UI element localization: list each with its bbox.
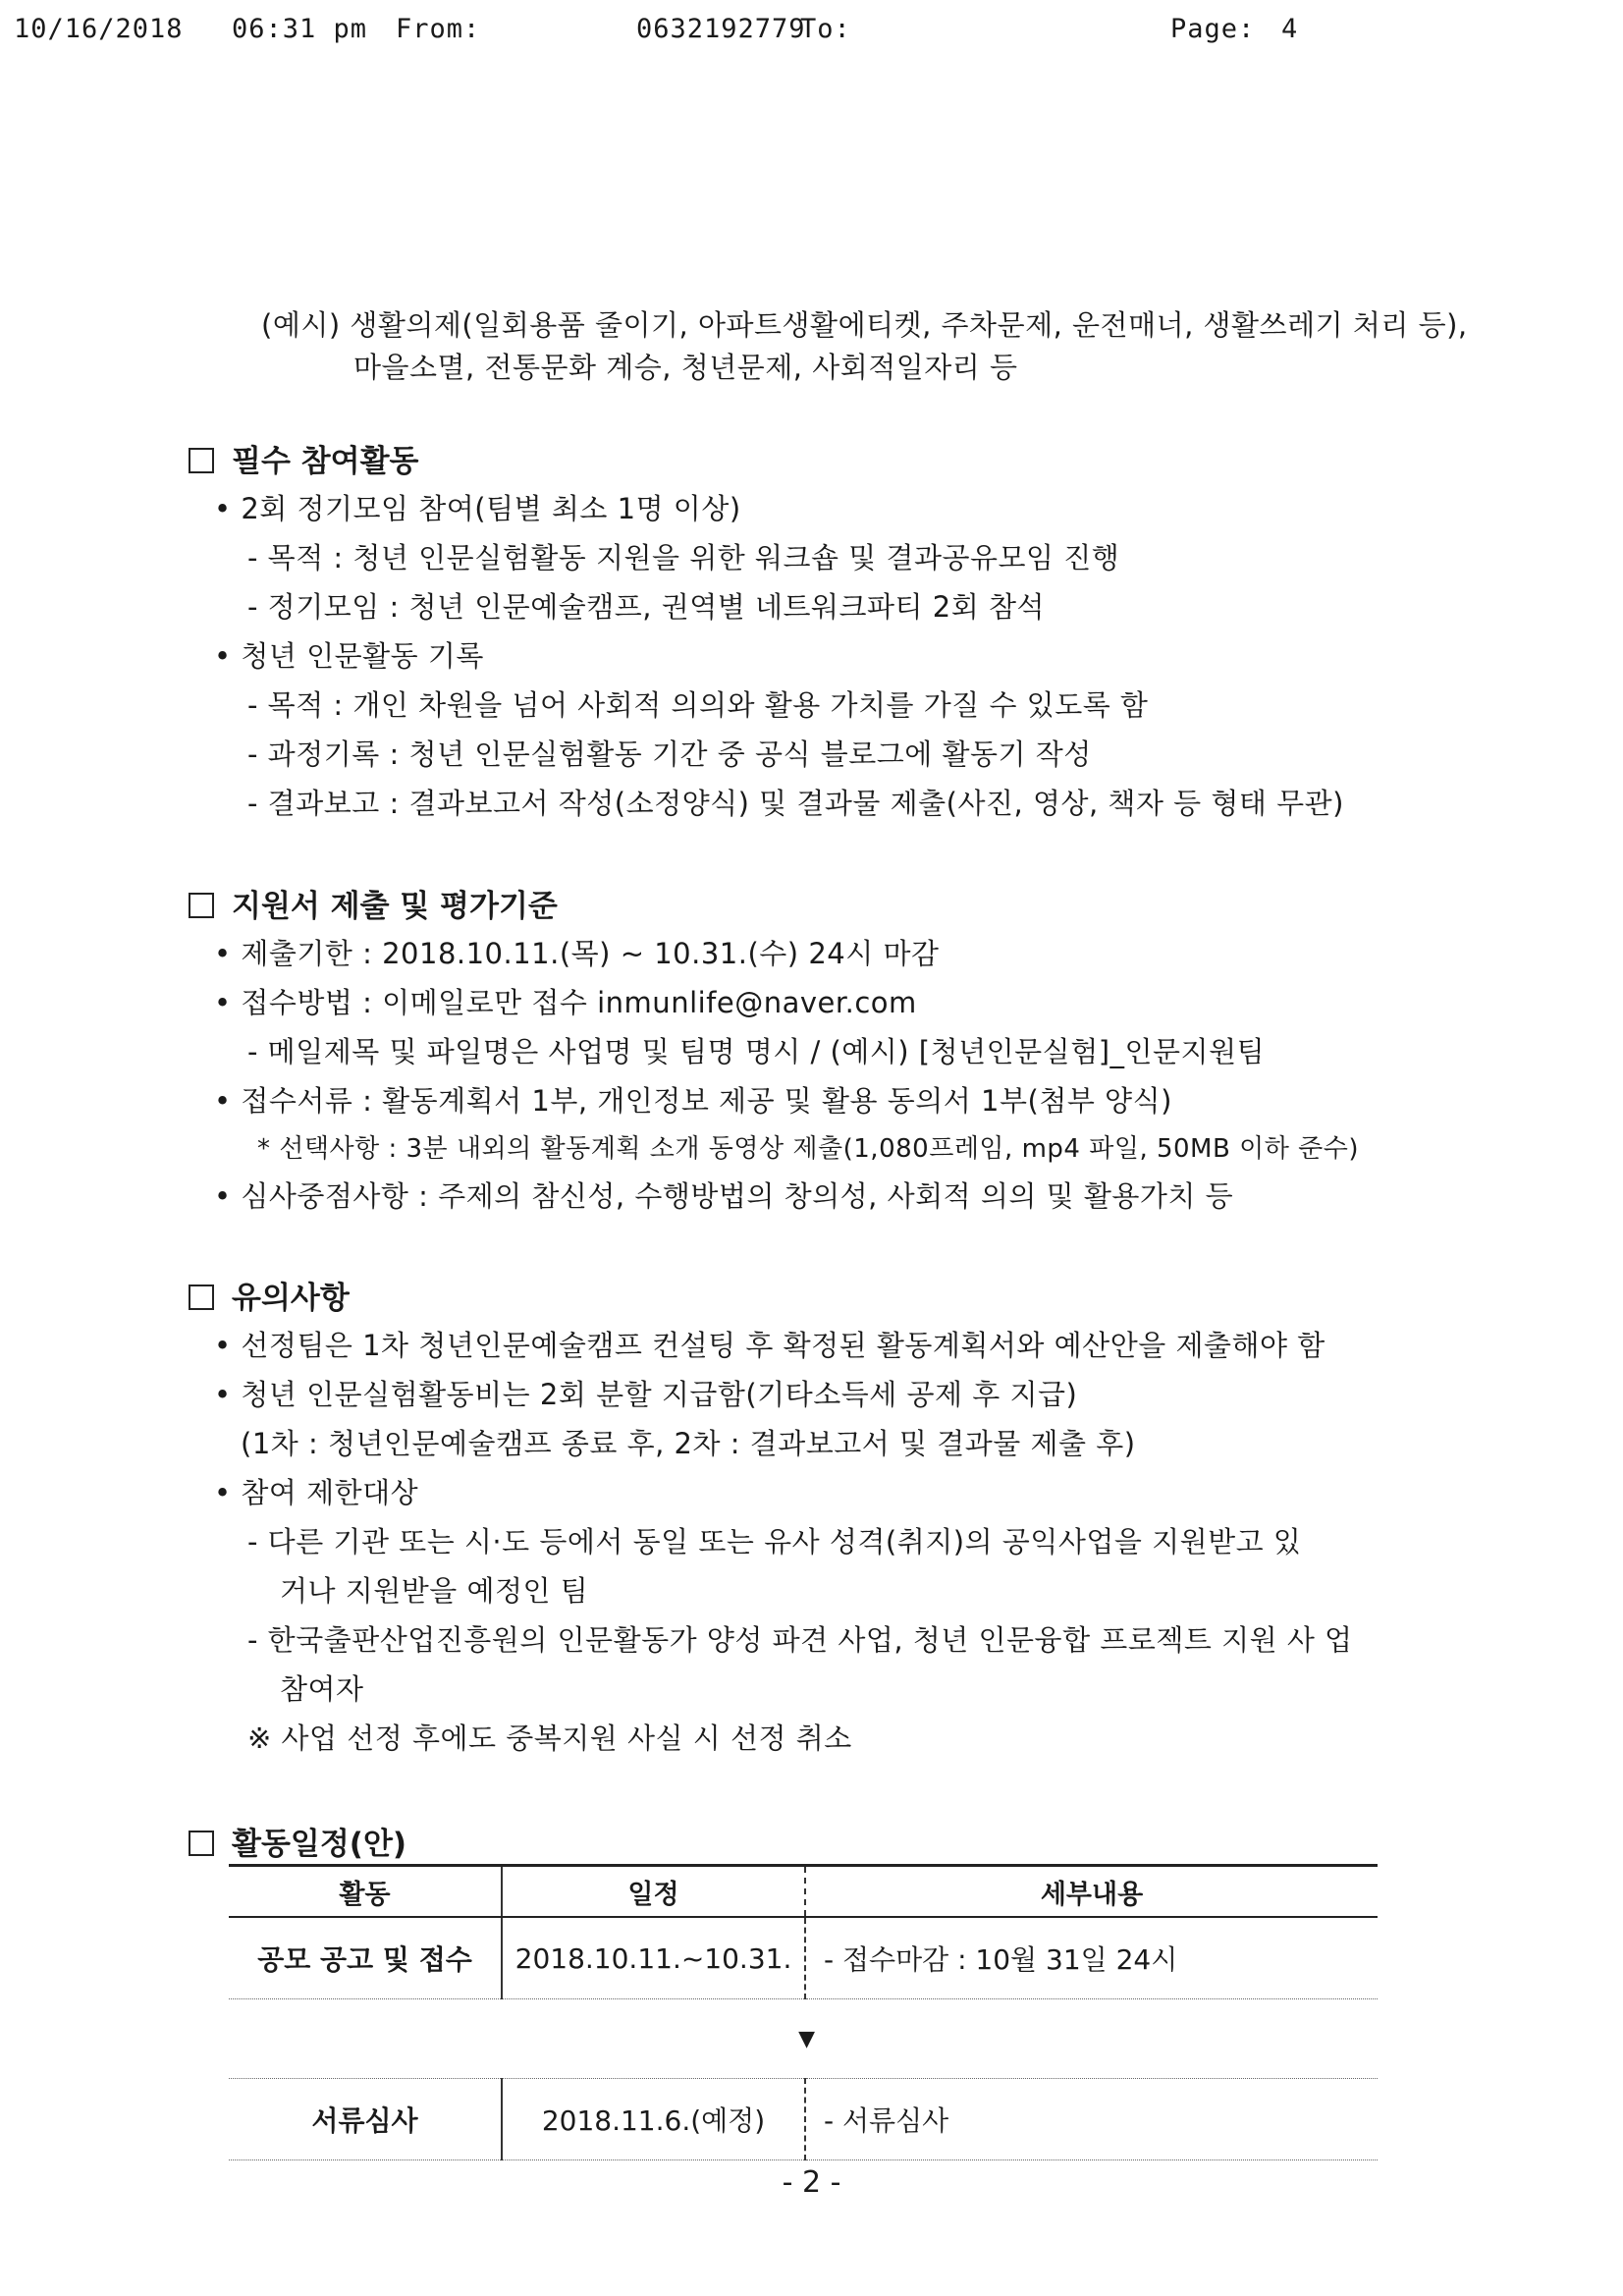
section-title: 필수 참여활동 <box>232 444 419 479</box>
page-number: - 2 - <box>782 2165 841 2200</box>
required-line-7: - 결과보고 : 결과보고서 작성(소정양식) 및 결과물 제출(사진, 영상, 책자 등 형태 무관) <box>247 787 1344 820</box>
header-activity: 활동 <box>229 1866 502 1918</box>
header-detail: 세부내용 <box>805 1866 1378 1918</box>
section-schedule-heading <box>189 1819 406 1863</box>
required-line-4: • 청년 인문활동 기록 <box>214 639 484 673</box>
checkbox-square-icon <box>189 893 214 918</box>
application-line-4: • 접수서류 : 활동계획서 1부, 개인정보 제공 및 활용 동의서 1부(첨부 양식) <box>214 1084 1172 1118</box>
notes-line-9: ※ 사업 선정 후에도 중복지원 사실 시 선정 취소 <box>247 1722 852 1755</box>
header-date: 일정 <box>502 1866 805 1918</box>
application-line-2: • 접수방법 : 이메일로만 접수 inmunlife@naver.com <box>214 986 917 1019</box>
fax-to-label: To: <box>800 14 851 44</box>
application-line-3: - 메일제목 및 파일명은 사업명 및 팀명 명시 / (예시) [청년인문실험]_인문지원팀 <box>247 1035 1266 1068</box>
cell-date: 2018.10.11.~10.31. <box>502 1917 805 1999</box>
checkbox-square-icon <box>189 1831 214 1856</box>
required-line-3: - 정기모임 : 청년 인문예술캠프, 권역별 네트워크파티 2회 참석 <box>247 590 1045 624</box>
section-notes-heading <box>189 1273 350 1317</box>
table-row <box>229 1917 1378 1999</box>
cell-detail: - 접수마감 : 10월 31일 24시 <box>805 1917 1378 1999</box>
fax-page-label: Page: <box>1170 14 1256 44</box>
cell-date: 2018.11.6.(예정) <box>502 2079 805 2160</box>
required-line-5: - 목적 : 개인 차원을 넘어 사회적 의의와 활용 가치를 가질 수 있도록 함 <box>247 688 1149 722</box>
application-line-5: * 선택사항 : 3분 내외의 활동계획 소개 동영상 제출(1,080프레임, mp4 파일, 50MB 이하 준수) <box>257 1134 1359 1164</box>
notes-line-1: • 선정팀은 1차 청년인문예술캠프 컨설팅 후 확정된 활동계획서와 예산안을 제출해야 함 <box>214 1329 1325 1362</box>
notes-line-7: - 한국출판산업진흥원의 인문활동가 양성 파견 사업, 청년 인문융합 프로젝트 지원 사 업 <box>247 1623 1353 1657</box>
checkbox-square-icon <box>189 1285 214 1310</box>
cell-detail: - 서류심사 <box>805 2079 1378 2160</box>
notes-line-3: (1차 : 청년인문예술캠프 종료 후, 2차 : 결과보고서 및 결과물 제출 후) <box>241 1427 1136 1460</box>
fax-from-label: From: <box>396 14 481 44</box>
section-application-heading <box>189 881 558 925</box>
required-line-2: - 목적 : 청년 인문실험활동 지원을 위한 워크숍 및 결과공유모임 진행 <box>247 541 1120 574</box>
required-line-6: - 과정기록 : 청년 인문실험활동 기간 중 공식 블로그에 활동기 작성 <box>247 738 1092 771</box>
down-arrow-icon: ▼ <box>798 2026 815 2051</box>
notes-line-4: • 참여 제한대상 <box>214 1476 419 1509</box>
table-row <box>229 2079 1378 2160</box>
application-line-1: • 제출기한 : 2018.10.11.(목) ~ 10.31.(수) 24시 마감 <box>214 937 940 970</box>
fax-date: 10/16/2018 <box>14 14 184 44</box>
intro-line-2: 마을소멸, 전통문화 계승, 청년문제, 사회적일자리 등 <box>353 351 1018 384</box>
notes-line-2: • 청년 인문실험활동비는 2회 분할 지급함(기타소득세 공제 후 지급) <box>214 1378 1078 1411</box>
notes-line-5: - 다른 기관 또는 시·도 등에서 동일 또는 유사 성격(취지)의 공익사업을 지원받고 있 <box>247 1525 1302 1558</box>
section-title: 지원서 제출 및 평가기준 <box>232 889 558 924</box>
arrow-row <box>229 1999 1378 2079</box>
section-required-heading <box>189 436 418 480</box>
intro-line-1: (예시) 생활의제(일회용품 줄이기, 아파트생활에티켓, 주차문제, 운전매너, 생활쓰레기 처리 등), <box>261 308 1468 342</box>
table-header-row <box>229 1866 1378 1918</box>
fax-page-number: 4 <box>1281 14 1299 44</box>
notes-line-6: 거나 지원받을 예정인 팀 <box>280 1574 589 1608</box>
fax-time: 06:31 pm <box>232 14 368 44</box>
section-title: 유의사항 <box>232 1281 350 1316</box>
fax-number: 0632192779 <box>636 14 806 44</box>
section-title: 활동일정(안) <box>232 1827 407 1862</box>
notes-line-8: 참여자 <box>280 1672 364 1706</box>
cell-activity: 공모 공고 및 접수 <box>229 1917 502 1999</box>
checkbox-square-icon <box>189 448 214 473</box>
schedule-table <box>229 1864 1378 2160</box>
application-line-6: • 심사중점사항 : 주제의 참신성, 수행방법의 창의성, 사회적 의의 및 활용가치 등 <box>214 1179 1234 1213</box>
required-line-1: • 2회 정기모임 참여(팀별 최소 1명 이상) <box>214 492 741 525</box>
cell-activity: 서류심사 <box>229 2079 502 2160</box>
